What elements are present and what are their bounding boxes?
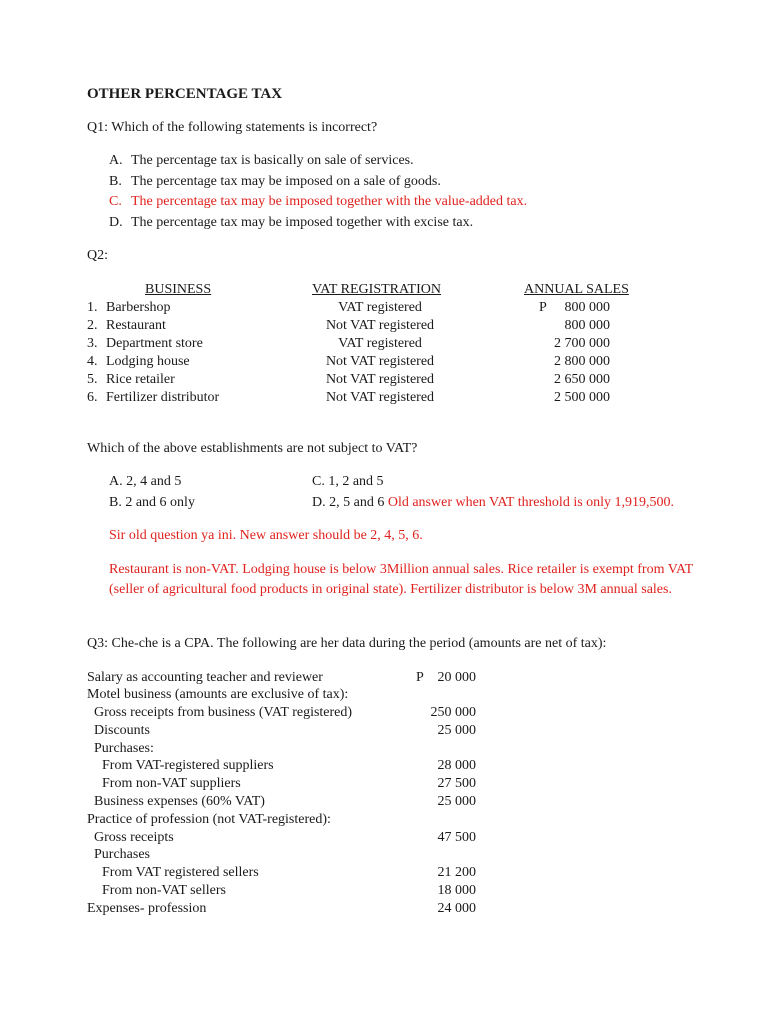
q3-row-amount: 27 500 — [437, 776, 476, 791]
q3-row-label: Practice of profession (not VAT-registered): — [87, 812, 331, 827]
column-header-annual-sales: ANNUAL SALES — [524, 282, 629, 297]
table-row-number: 1. — [87, 300, 98, 315]
q3-row-label: Business expenses (60% VAT) — [94, 794, 265, 809]
q1-option-c-text: The percentage tax may be imposed together with the value-added tax. — [131, 194, 528, 209]
q3-row-label: From VAT registered sellers — [102, 865, 259, 880]
q1-option-d-letter: D. — [109, 215, 123, 230]
q3-row-label: Gross receipts — [94, 830, 174, 845]
q3-row-currency: P — [416, 670, 424, 685]
q2-option-c: C. 1, 2 and 5 — [312, 474, 384, 489]
answer-explanation: Restaurant is non-VAT. Lodging house is below 3Million annual sales. Rice retailer is exempt from VAT (seller of agricultural food products in original state). Fertilizer distributor is below 3M annual sales. — [109, 562, 693, 597]
q3-row-label: Purchases — [94, 847, 150, 862]
q2-option-d-text: D. 2, 5 and 6 — [312, 495, 385, 510]
q3-row-label: Motel business (amounts are exclusive of tax): — [87, 687, 349, 702]
q3-row-amount: 20 000 — [437, 670, 476, 685]
table-row-number: 6. — [87, 390, 98, 405]
table-cell-sales: 2 650 000 — [554, 372, 610, 387]
table-cell-vat: Not VAT registered — [325, 372, 435, 387]
table-row-number: 2. — [87, 318, 98, 333]
q3-row-amount: 21 200 — [437, 865, 476, 880]
q1-option-b-text: The percentage tax may be imposed on a sale of goods. — [131, 174, 441, 189]
table-cell-business: Fertilizer distributor — [106, 390, 220, 405]
table-cell-sales: 2 700 000 — [554, 336, 610, 351]
q3-row-label: Discounts — [94, 723, 150, 738]
q2-option-d-note: Old answer when VAT threshold is only 1,919,500. — [387, 495, 675, 510]
q1-question: Q1: Which of the following statements is incorrect? — [87, 120, 378, 135]
q1-option-d-text: The percentage tax may be imposed together with excise tax. — [131, 215, 474, 230]
table-cell-business: Rice retailer — [106, 372, 175, 387]
table-cell-business: Restaurant — [106, 318, 166, 333]
q3-row-amount: 24 000 — [437, 901, 476, 916]
q3-row-amount: 25 000 — [437, 794, 476, 809]
q3-row-amount: 250 000 — [430, 705, 476, 720]
q3-row-amount: 47 500 — [437, 830, 476, 845]
q1-option-b-letter: B. — [109, 174, 122, 189]
table-row-number: 5. — [87, 372, 98, 387]
table-cell-vat: Not VAT registered — [325, 390, 435, 405]
q2-question: Which of the above establishments are not subject to VAT? — [87, 441, 418, 456]
table-cell-currency: P — [539, 300, 547, 315]
column-header-business: BUSINESS — [145, 282, 212, 297]
answer-note-new: Sir old question ya ini. New answer should be 2, 4, 5, 6. — [109, 528, 423, 543]
q3-row-label: Purchases: — [94, 741, 154, 756]
q3-row-label: From non-VAT suppliers — [102, 776, 241, 791]
table-cell-sales: 800 000 — [564, 300, 610, 315]
page-title: OTHER PERCENTAGE TAX — [87, 86, 283, 102]
q3-question: Q3: Che-che is a CPA. The following are her data during the period (amounts are net of tax): — [87, 636, 607, 651]
table-cell-sales: 2 800 000 — [554, 354, 610, 369]
q3-row-amount: 25 000 — [437, 723, 476, 738]
q1-option-c-letter: C. — [109, 194, 122, 209]
q2-label: Q2: — [87, 248, 108, 263]
column-header-vat-registration: VAT REGISTRATION — [312, 282, 441, 297]
table-cell-vat: Not VAT registered — [325, 354, 435, 369]
table-cell-vat: VAT registered — [338, 300, 422, 315]
table-cell-vat: VAT registered — [338, 336, 422, 351]
q1-option-a-letter: A. — [109, 153, 123, 168]
q3-row-label: Gross receipts from business (VAT registered) — [94, 705, 353, 720]
table-row-number: 3. — [87, 336, 98, 351]
q3-row-label: Salary as accounting teacher and reviewer — [87, 670, 323, 685]
table-row-number: 4. — [87, 354, 98, 369]
q3-row-amount: 18 000 — [437, 883, 476, 898]
table-cell-business: Barbershop — [106, 300, 171, 315]
q3-row-label: Expenses- profession — [87, 901, 207, 916]
table-cell-vat: Not VAT registered — [325, 318, 435, 333]
q2-option-a: A. 2, 4 and 5 — [109, 474, 182, 489]
q1-option-a-text: The percentage tax is basically on sale of services. — [131, 153, 414, 168]
q3-row-label: From VAT-registered suppliers — [102, 758, 274, 773]
q3-row-amount: 28 000 — [437, 758, 476, 773]
q3-row-label: From non-VAT sellers — [102, 883, 226, 898]
q2-option-d — [312, 494, 674, 512]
table-cell-sales: 800 000 — [564, 318, 610, 333]
table-cell-business: Lodging house — [106, 354, 190, 369]
table-cell-sales: 2 500 000 — [554, 390, 610, 405]
table-cell-business: Department store — [106, 336, 203, 351]
q2-option-b: B. 2 and 6 only — [109, 495, 195, 510]
